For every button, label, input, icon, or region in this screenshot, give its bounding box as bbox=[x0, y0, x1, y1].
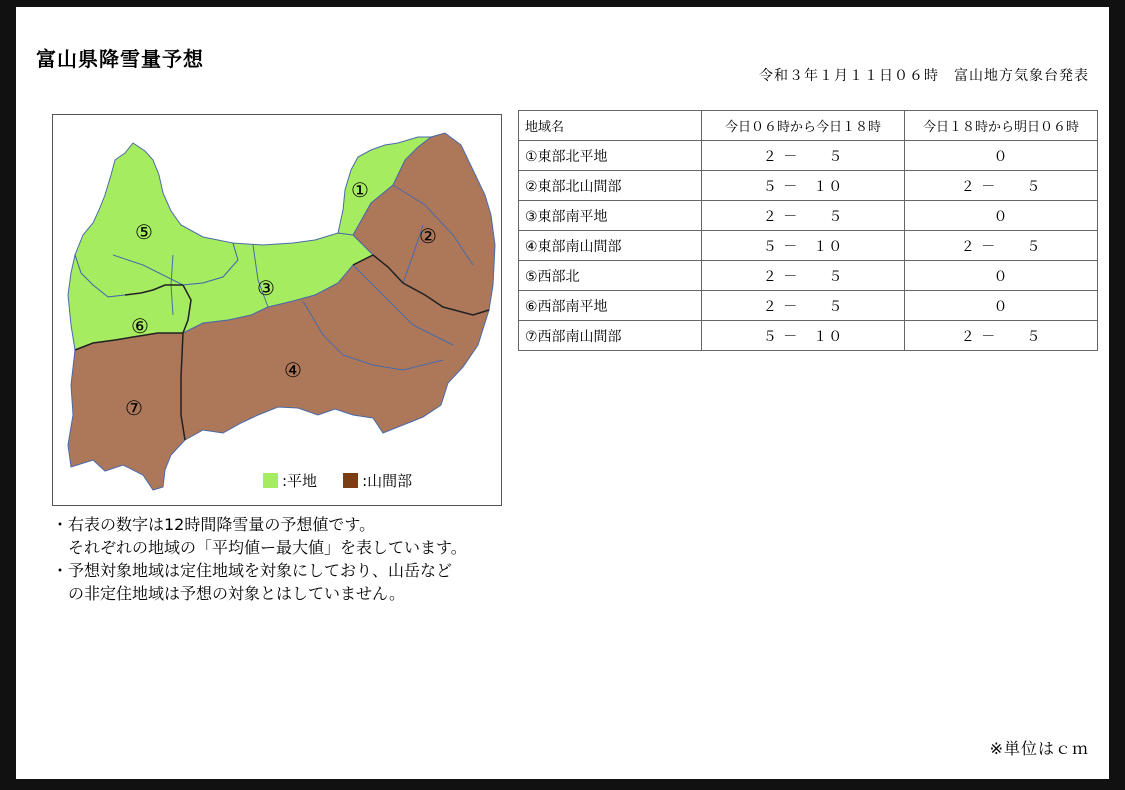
col-today: 今日０６時から今日１８時 bbox=[702, 111, 905, 141]
row-tonight-value: ０ bbox=[905, 261, 1098, 291]
row-today-value: ２ － ５ bbox=[702, 261, 905, 291]
table-row bbox=[519, 231, 1098, 261]
row-region-name: ①東部北平地 bbox=[519, 141, 702, 171]
legend-mountain-label: :山間部 bbox=[362, 472, 413, 490]
row-region-name: ⑤西部北 bbox=[519, 261, 702, 291]
legend-mountain bbox=[343, 470, 412, 491]
notes bbox=[52, 513, 467, 605]
note-line: の非定住地域は予想の対象とはしていません。 bbox=[52, 584, 405, 603]
mountain-swatch bbox=[343, 473, 358, 488]
table-row bbox=[519, 171, 1098, 201]
table-row bbox=[519, 321, 1098, 351]
row-today-value: ５ － １０ bbox=[702, 171, 905, 201]
row-tonight-value: ２ － ５ bbox=[905, 321, 1098, 351]
note-line: ・予想対象地域は定住地域を対象にしており、山岳など bbox=[52, 561, 453, 580]
row-region-name: ③東部南平地 bbox=[519, 201, 702, 231]
table-row bbox=[519, 141, 1098, 171]
issued-time: 令和３年１月１１日０６時 富山地方気象台発表 bbox=[759, 68, 1089, 84]
unit-note: ※単位はｃｍ bbox=[989, 739, 1089, 758]
plain-swatch bbox=[263, 473, 278, 488]
legend-plain bbox=[263, 470, 317, 491]
row-region-name: ②東部北山間部 bbox=[519, 171, 702, 201]
row-region-name: ⑥西部南平地 bbox=[519, 291, 702, 321]
table-row bbox=[519, 201, 1098, 231]
col-region: 地域名 bbox=[519, 111, 702, 141]
snowfall-table bbox=[518, 110, 1098, 351]
row-region-name: ④東部南山間部 bbox=[519, 231, 702, 261]
row-tonight-value: ２ － ５ bbox=[905, 231, 1098, 261]
table-header-row bbox=[519, 111, 1098, 141]
marker-1: ① bbox=[351, 178, 369, 202]
row-today-value: ２ － ５ bbox=[702, 291, 905, 321]
row-today-value: ５ － １０ bbox=[702, 231, 905, 261]
row-tonight-value: ０ bbox=[905, 141, 1098, 171]
page-title: 富山県降雪量予想 bbox=[36, 47, 204, 71]
marker-2: ② bbox=[419, 224, 437, 248]
row-today-value: ２ － ５ bbox=[702, 141, 905, 171]
row-tonight-value: ０ bbox=[905, 201, 1098, 231]
note-line: ・右表の数字は12時間降雪量の予想値です。 bbox=[52, 515, 376, 534]
row-today-value: ５ － １０ bbox=[702, 321, 905, 351]
legend-plain-label: :平地 bbox=[282, 472, 318, 490]
row-tonight-value: ０ bbox=[905, 291, 1098, 321]
table-row bbox=[519, 261, 1098, 291]
marker-6: ⑥ bbox=[131, 314, 149, 338]
region-west-north bbox=[75, 143, 238, 297]
marker-7: ⑦ bbox=[125, 396, 143, 420]
map-legend bbox=[263, 470, 438, 491]
forecast-sheet bbox=[16, 7, 1109, 779]
col-tonight: 今日１８時から明日０６時 bbox=[905, 111, 1098, 141]
marker-3: ③ bbox=[257, 276, 275, 300]
map-svg bbox=[53, 115, 501, 505]
table-row bbox=[519, 291, 1098, 321]
marker-5: ⑤ bbox=[135, 220, 153, 244]
toyama-map bbox=[52, 114, 502, 506]
row-tonight-value: ２ － ５ bbox=[905, 171, 1098, 201]
row-today-value: ２ － ５ bbox=[702, 201, 905, 231]
marker-4: ④ bbox=[284, 358, 302, 382]
note-line: それぞれの地域の「平均値ー最大値」を表しています。 bbox=[52, 538, 467, 557]
row-region-name: ⑦西部南山間部 bbox=[519, 321, 702, 351]
